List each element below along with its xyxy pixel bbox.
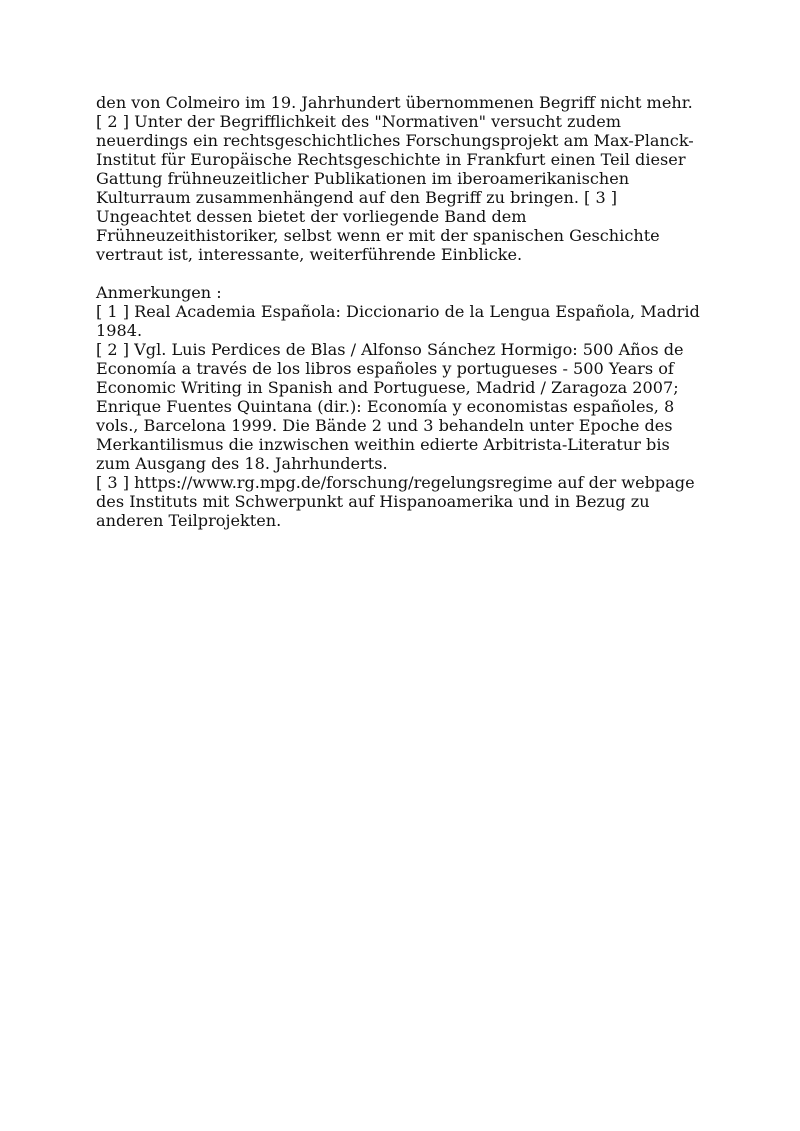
note-line: 1984. [96,321,143,340]
body-line: [ 2 ] Unter der Begrifflichkeit des "Normativen" versucht zudem [96,112,621,131]
note-line: [ 3 ] https://www.rg.mpg.de/forschung/regelungsregime auf der webpage [96,473,695,492]
body-line: Frühneuzeithistoriker, selbst wenn er mit der spanischen Geschichte [96,226,660,245]
document-page [96,93,708,530]
notes-heading: Anmerkungen : [96,283,222,302]
note-line: [ 2 ] Vgl. Luis Perdices de Blas / Alfonso Sánchez Hormigo: 500 Años de [96,340,684,359]
note-line: Economía a través de los libros españoles y portugueses - 500 Years of [96,359,674,378]
note-line: zum Ausgang des 18. Jahrhunderts. [96,454,388,473]
note-line: Enrique Fuentes Quintana (dir.): Economía y economistas españoles, 8 [96,397,675,416]
note-line: Economic Writing in Spanish and Portuguese, Madrid / Zaragoza 2007; [96,378,679,397]
note-line: Merkantilismus die inzwischen weithin edierte Arbitrista-Literatur bis [96,435,670,454]
body-line: vertraut ist, interessante, weiterführende Einblicke. [96,245,523,264]
body-line: neuerdings ein rechtsgeschichtliches Forschungsprojekt am Max-Planck- [96,131,694,150]
paragraph-spacer [96,264,708,283]
notes-section [96,283,708,530]
note-line: vols., Barcelona 1999. Die Bände 2 und 3 behandeln unter Epoche des [96,416,673,435]
note-line: anderen Teilprojekten. [96,511,282,530]
body-line: Gattung frühneuzeitlicher Publikationen im iberoamerikanischen [96,169,630,188]
note-line: [ 1 ] Real Academia Española: Diccionario de la Lengua Española, Madrid [96,302,700,321]
body-line: Ungeachtet dessen bietet der vorliegende Band dem [96,207,527,226]
note-line: des Instituts mit Schwerpunkt auf Hispanoamerika und in Bezug zu [96,492,650,511]
body-line: Institut für Europäische Rechtsgeschichte in Frankfurt einen Teil dieser [96,150,686,169]
body-line: den von Colmeiro im 19. Jahrhundert übernommenen Begriff nicht mehr. [96,93,693,112]
body-text [96,93,708,264]
body-line: Kulturraum zusammenhängend auf den Begriff zu bringen. [ 3 ] [96,188,618,207]
